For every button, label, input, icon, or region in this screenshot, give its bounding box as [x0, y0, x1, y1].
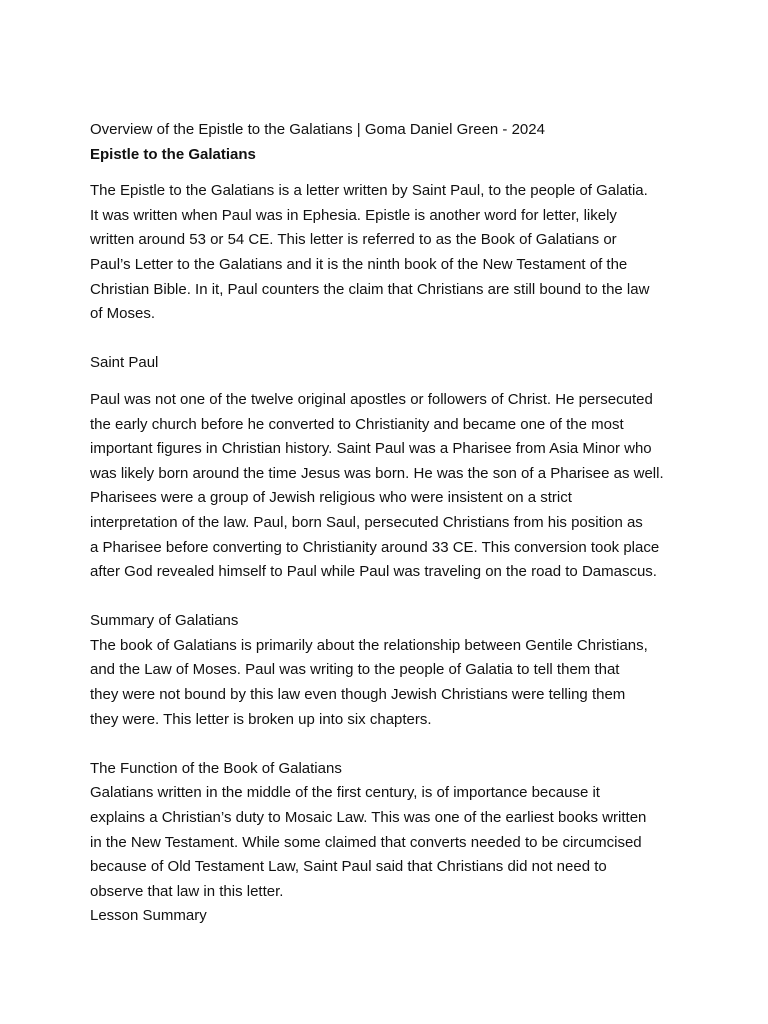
paragraph-line: Pharisees were a group of Jewish religious who were insistent on a strict: [90, 489, 572, 507]
paragraph-line: important figures in Christian history. Saint Paul was a Pharisee from Asia Minor who: [90, 440, 652, 458]
paragraph-line: The Epistle to the Galatians is a letter written by Saint Paul, to the people of Galatia.: [90, 182, 648, 200]
paragraph-line: of Moses.: [90, 305, 156, 323]
saint-paul-paragraph: [90, 388, 690, 585]
document-title: Epistle to the Galatians: [90, 145, 256, 163]
spacer: [90, 167, 690, 179]
spacer: [90, 732, 690, 757]
paragraph-line: The book of Galatians is primarily about the relationship between Gentile Christians,: [90, 636, 648, 654]
paragraph-line: a Pharisee before converting to Christianity around 33 CE. This conversion took place: [90, 538, 660, 556]
paragraph-line: Paul’s Letter to the Galatians and it is the ninth book of the New Testament of the: [90, 255, 628, 273]
document-page: [90, 118, 690, 929]
paragraph-line: because of Old Testament Law, Saint Paul said that Christians did not need to: [90, 858, 607, 876]
paragraph-line: Paul was not one of the twelve original apostles or followers of Christ. He persecuted: [90, 390, 653, 408]
spacer: [90, 585, 690, 610]
paragraph-line: they were not bound by this law even though Jewish Christians were telling them: [90, 686, 626, 704]
paragraph-line: Galatians written in the middle of the first century, is of importance because it: [90, 784, 600, 802]
paragraph-line: in the New Testament. While some claimed that converts needed to be circumcised: [90, 833, 642, 851]
paragraph-line: explains a Christian’s duty to Mosaic Law. This was one of the earliest books written: [90, 809, 647, 827]
spacer: [90, 376, 690, 388]
paragraph-line: after God revealed himself to Paul while Paul was traveling on the road to Damascus.: [90, 563, 657, 581]
overview-line: Overview of the Epistle to the Galatians | Goma Daniel Green - 2024: [90, 121, 545, 138]
section-heading-lesson-summary: Lesson Summary: [90, 907, 207, 925]
function-paragraph: [90, 781, 690, 904]
paragraph-line: written around 53 or 54 CE. This letter is referred to as the Book of Galatians or: [90, 231, 617, 249]
section-heading-function: The Function of the Book of Galatians: [90, 759, 342, 777]
paragraph-line: the early church before he converted to Christianity and became one of the most: [90, 415, 624, 433]
summary-paragraph: [90, 634, 690, 732]
paragraph-line: interpretation of the law. Paul, born Saul, persecuted Christians from his position as: [90, 513, 643, 531]
paragraph-line: and the Law of Moses. Paul was writing to the people of Galatia to tell them that: [90, 661, 620, 679]
paragraph-line: Christian Bible. In it, Paul counters the claim that Christians are still bound to the law: [90, 280, 650, 298]
spacer: [90, 327, 690, 352]
paragraph-line: observe that law in this letter.: [90, 882, 284, 900]
section-heading-saint-paul: Saint Paul: [90, 354, 159, 372]
paragraph-line: was likely born around the time Jesus was born. He was the son of a Pharisee as well.: [90, 464, 664, 482]
section-heading-summary: Summary of Galatians: [90, 612, 239, 630]
paragraph-line: they were. This letter is broken up into six chapters.: [90, 710, 432, 728]
paragraph-line: It was written when Paul was in Ephesia. Epistle is another word for letter, likely: [90, 206, 617, 224]
intro-paragraph: [90, 179, 690, 327]
